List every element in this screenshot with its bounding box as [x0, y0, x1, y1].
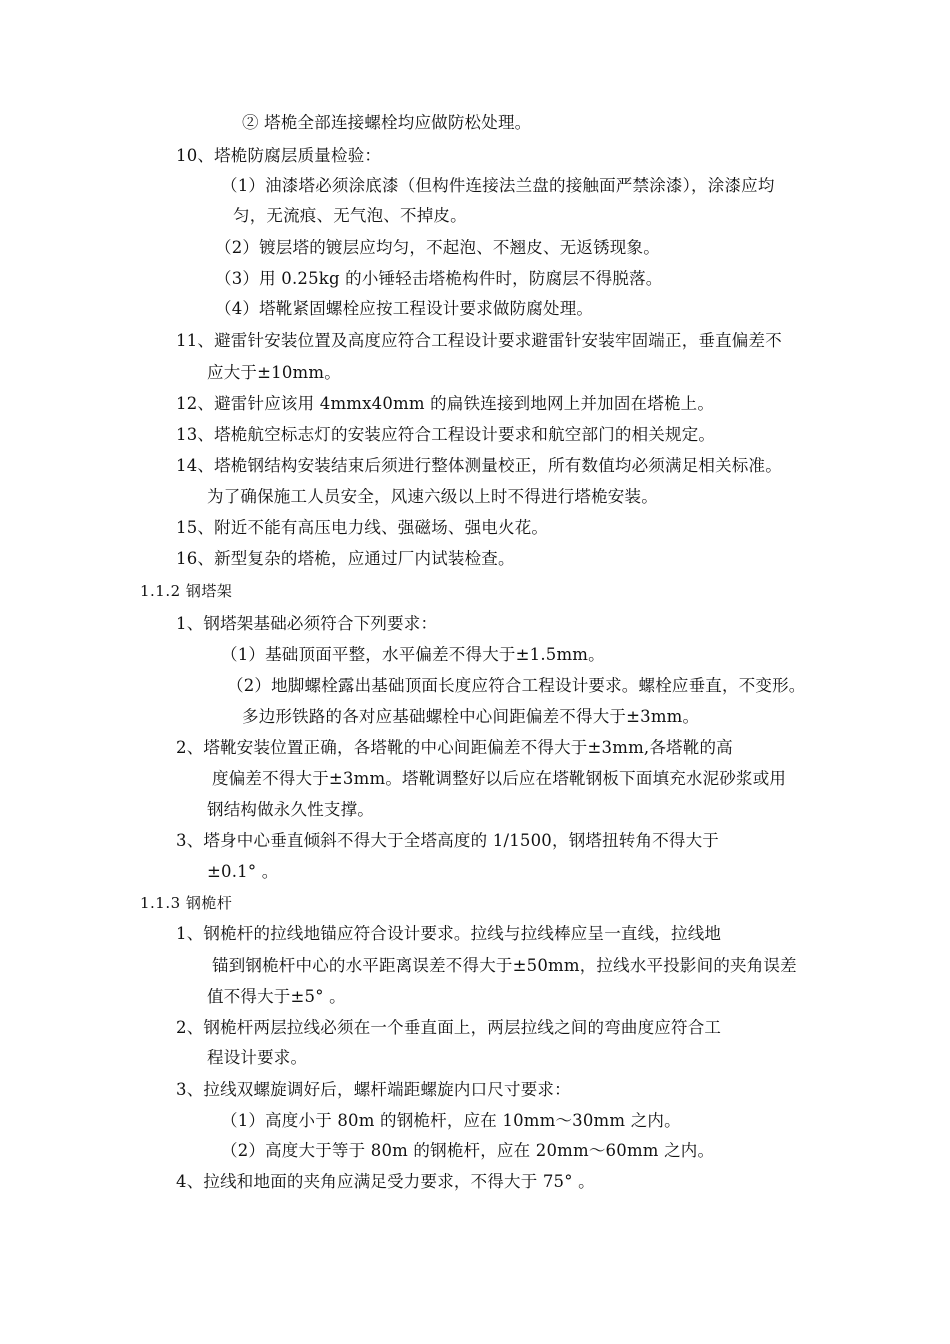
sub-item: （1）高度小于 80m 的钢桅杆，应在 10mm～30mm 之内。 [221, 1111, 681, 1130]
list-item: 2、塔靴安装位置正确，各塔靴的中心间距偏差不得大于±3mm,各塔靴的高 [176, 738, 733, 757]
list-item-14: 14、塔桅钢结构安装结束后须进行整体测量校正，所有数值均必须满足相关标准。 [176, 456, 782, 475]
text-line: 度偏差不得大于±3mm。塔靴调整好以后应在塔靴钢板下面填充水泥砂浆或用 [212, 769, 787, 788]
list-item-16: 16、新型复杂的塔桅，应通过厂内试装检查。 [176, 549, 515, 568]
list-item: 3、塔身中心垂直倾斜不得大于全塔高度的 1/1500，钢塔扭转角不得大于 [176, 831, 719, 850]
text-line: 应大于±10mm。 [207, 363, 341, 382]
list-item: 1、钢桅杆的拉线地锚应符合设计要求。拉线与拉线棒应呈一直线，拉线地 [176, 924, 722, 943]
sub-item: （2）镀层塔的镀层应均匀，不起泡、不翘皮、无返锈现象。 [215, 238, 660, 257]
text-line: 钢结构做永久性支撑。 [207, 800, 374, 819]
sub-item: （1）基础顶面平整，水平偏差不得大于±1.5mm。 [221, 645, 605, 664]
text-line: 程设计要求。 [207, 1048, 308, 1067]
sub-item: （4）塔靴紧固螺栓应按工程设计要求做防腐处理。 [215, 299, 594, 318]
text-line: 匀，无流痕、无气泡、不掉皮。 [233, 206, 467, 225]
text-line: ±0.1° 。 [207, 862, 279, 881]
text-line: 多边形铁路的各对应基础螺栓中心间距偏差不得大于±3mm。 [242, 707, 700, 726]
sub-item: （2）地脚螺栓露出基础顶面长度应符合工程设计要求。螺栓应垂直，不变形。 [227, 676, 806, 695]
list-item-15: 15、附近不能有高压电力线、强磁场、强电火花。 [176, 518, 549, 537]
section-heading-1-1-2: 1.1.2 钢塔架 [140, 582, 233, 600]
text-line: 值不得大于±5° 。 [207, 987, 346, 1006]
sub-item: （2）高度大于等于 80m 的钢桅杆，应在 20mm～60mm 之内。 [221, 1141, 715, 1160]
text-line: ② 塔桅全部连接螺栓均应做防松处理。 [242, 113, 532, 132]
list-item: 4、拉线和地面的夹角应满足受力要求，不得大于 75° 。 [176, 1172, 595, 1191]
text-line: 为了确保施工人员安全，风速六级以上时不得进行塔桅安装。 [207, 487, 658, 506]
list-item: 1、钢塔架基础必须符合下列要求： [176, 614, 438, 633]
list-item-13: 13、塔桅航空标志灯的安装应符合工程设计要求和航空部门的相关规定。 [176, 425, 716, 444]
list-item: 3、拉线双螺旋调好后，螺杆端距螺旋内口尺寸要求： [176, 1080, 571, 1099]
list-item-12: 12、避雷针应该用 4mmx40mm 的扁铁连接到地网上并加固在塔桅上。 [176, 394, 715, 413]
section-heading-1-1-3: 1.1.3 钢桅杆 [140, 894, 233, 912]
list-item: 2、钢桅杆两层拉线必须在一个垂直面上，两层拉线之间的弯曲度应符合工 [176, 1018, 722, 1037]
sub-item: （3）用 0.25kg 的小锤轻击塔桅构件时，防腐层不得脱落。 [215, 269, 663, 288]
text-line: 锚到钢桅杆中心的水平距离误差不得大于±50mm，拉线水平投影间的夹角误差 [212, 956, 797, 975]
list-item-10: 10、塔桅防腐层质量检验： [176, 146, 382, 165]
list-item-11: 11、避雷针安装位置及高度应符合工程设计要求避雷针安装牢固端正，垂直偏差不 [176, 331, 782, 350]
sub-item: （1）油漆塔必须涂底漆（但构件连接法兰盘的接触面严禁涂漆），涂漆应均 [221, 176, 775, 195]
